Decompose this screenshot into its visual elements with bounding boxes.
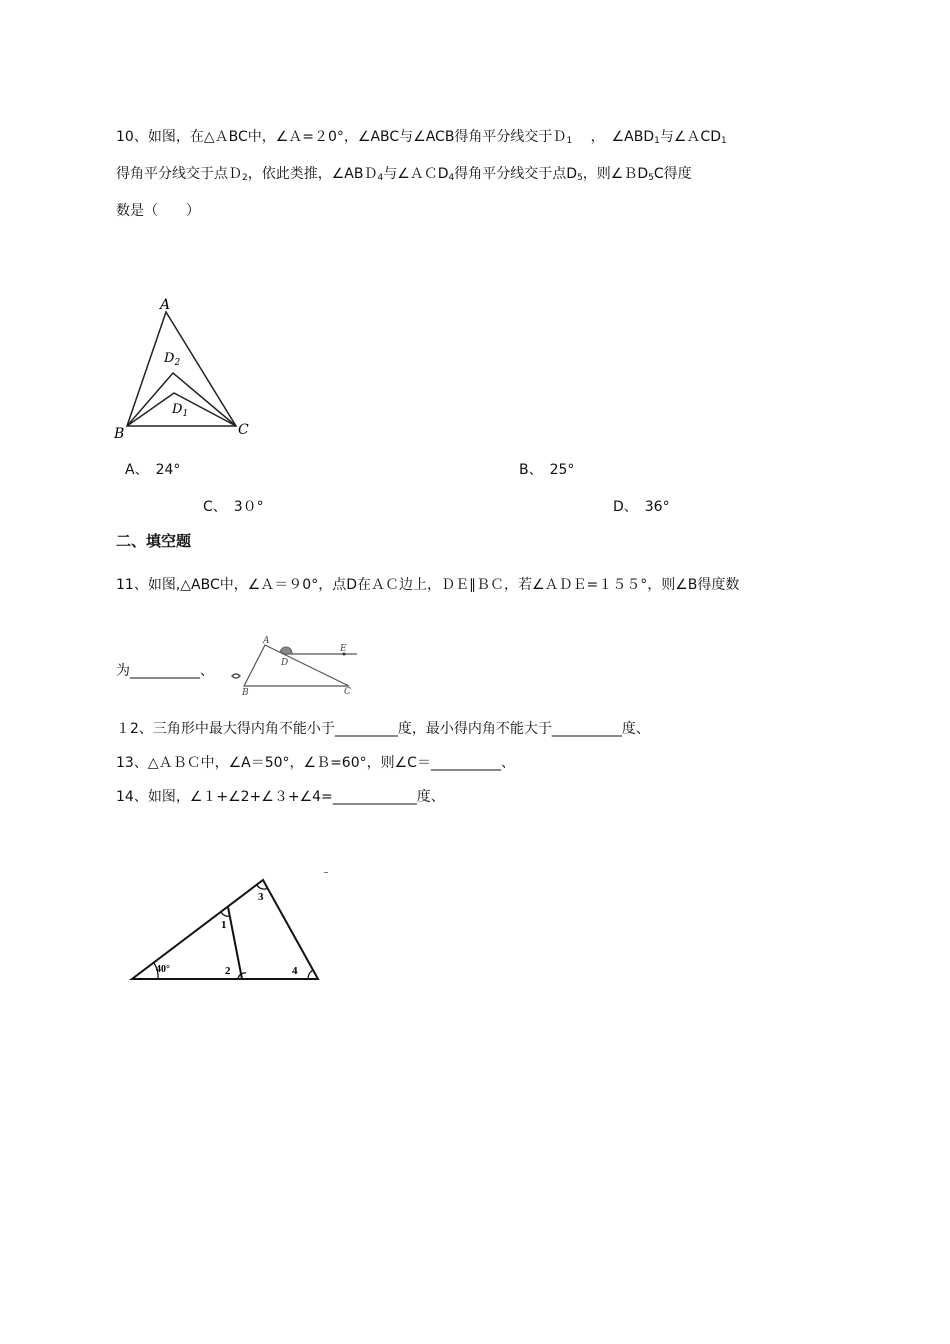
q10-text: 得角平分线交于点Ｄ bbox=[116, 166, 242, 182]
q13-line: 13、△ＡＢＣ中，∠A＝50°，∠Ｂ=60°，则∠C＝__________、 bbox=[116, 755, 515, 771]
q10-option-c[interactable]: C、 3０° bbox=[203, 499, 264, 515]
q10-text: C得度 bbox=[653, 166, 692, 182]
q10-text: ，依此类推，∠ABＤ bbox=[247, 166, 378, 182]
q10-option-b[interactable]: B、 25° bbox=[519, 462, 575, 478]
label-angle-1: 1 bbox=[221, 919, 227, 931]
label-a: A bbox=[263, 636, 270, 646]
q11-triangle-figure bbox=[226, 636, 366, 696]
label-angle-4: 4 bbox=[292, 965, 298, 977]
label-d: D bbox=[281, 658, 289, 668]
subscript: 1 bbox=[720, 136, 727, 146]
label-d1: $D_1$ bbox=[172, 402, 189, 419]
subscript: 1 bbox=[654, 136, 660, 146]
q10-line-2 bbox=[116, 164, 692, 188]
q10-triangle-figure bbox=[108, 292, 268, 444]
label-angle-40: 40° bbox=[156, 964, 170, 975]
label-e: E bbox=[340, 644, 347, 654]
subscript: 2 bbox=[242, 173, 248, 183]
subscript: 5 bbox=[577, 173, 583, 183]
label-angle-3: 3 bbox=[258, 891, 264, 903]
q12-line: １2、三角形中最大得内角不能小于_________度，最小得内角不能大于__________度、 bbox=[116, 721, 650, 737]
label-angle-2: 2 bbox=[225, 965, 231, 977]
label-b: B bbox=[114, 426, 125, 442]
q11-line-2: 为__________、 bbox=[116, 663, 214, 679]
q10-option-d[interactable]: D、 36° bbox=[613, 499, 670, 515]
q14-line: 14、如图，∠１+∠2+∠３+∠4=____________度、 bbox=[116, 789, 445, 805]
subscript: 1 bbox=[566, 136, 573, 146]
triangle-abc bbox=[244, 645, 349, 686]
q10-option-a[interactable]: A、 24° bbox=[125, 462, 181, 478]
q10-line-3: 数是（ ） bbox=[116, 203, 200, 219]
q10-text: ， ∠ABD bbox=[572, 129, 655, 145]
q14-triangle-figure bbox=[126, 862, 336, 986]
q10-text: 10、如图，在△ＡBC中，∠Ａ=２0°，∠ABC与∠ACB得角平分线交于Ｄ bbox=[116, 129, 567, 145]
q10-text: 与∠ＡCD bbox=[659, 129, 721, 145]
angle-4-arc bbox=[308, 970, 313, 979]
angle-ade-mark bbox=[280, 647, 292, 654]
subscript: 4 bbox=[377, 173, 384, 183]
label-c: C bbox=[344, 687, 351, 696]
q10-line-1 bbox=[116, 127, 727, 151]
label-b: B bbox=[242, 688, 249, 696]
subscript: 4 bbox=[448, 173, 455, 183]
label-a: A bbox=[160, 297, 171, 313]
section-title: 二、填空题 bbox=[116, 532, 192, 550]
q10-text: 与∠ＡＣD bbox=[383, 166, 449, 182]
q11-line-1: 11、如图,△ABC中，∠Ａ＝９0°，点D在ＡＣ边上，ＤＥ∥ＢＣ，若∠ＡＤＥ=１５５°，则∠B得度数 bbox=[116, 577, 740, 593]
q10-text: ，则∠ＢD bbox=[582, 166, 649, 182]
stray-mark bbox=[324, 872, 328, 873]
label-d2: $D_2$ bbox=[164, 351, 181, 368]
q10-text: 得角平分线交于点D bbox=[454, 166, 578, 182]
label-c: C bbox=[238, 422, 249, 438]
subscript: 5 bbox=[648, 173, 654, 183]
